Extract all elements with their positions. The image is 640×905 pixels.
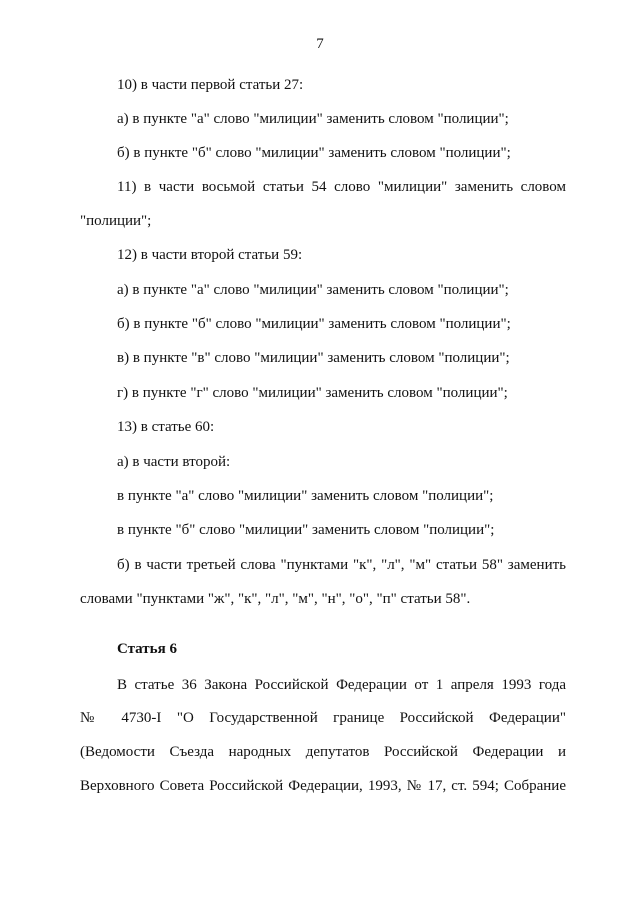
text-line: 10) в части первой статьи 27:: [117, 77, 304, 93]
text-line: (Ведомости Съезда народных депутатов Российской Федерации и: [80, 744, 566, 760]
text-line: в) в пункте "в" слово "милиции" заменить словом "полиции";: [117, 350, 510, 366]
text-line: "полиции";: [80, 213, 152, 229]
text-line: 13) в статье 60:: [117, 419, 215, 435]
text-line: б) в части третьей слова "пунктами "к", "л", "м" статьи 58" заменить: [117, 557, 566, 573]
text-line: 11) в части восьмой статьи 54 слово "милиции" заменить словом: [117, 179, 566, 195]
text-line: г) в пункте "г" слово "милиции" заменить словом "полиции";: [117, 385, 508, 401]
text-line: а) в части второй:: [117, 454, 231, 470]
text-line: словами "пунктами "ж", "к", "л", "м", "н", "о", "п" статьи 58".: [80, 591, 471, 607]
text-line: В статье 36 Закона Российской Федерации от 1 апреля 1993 года: [117, 677, 566, 693]
text-line: в пункте "б" слово "милиции" заменить словом "полиции";: [117, 522, 495, 538]
text-line: 12) в части второй статьи 59:: [117, 247, 303, 263]
text-line: б) в пункте "б" слово "милиции" заменить словом "полиции";: [117, 145, 511, 161]
text-line: б) в пункте "б" слово "милиции" заменить словом "полиции";: [117, 316, 511, 332]
page-number: 7: [316, 36, 324, 52]
text-line: а) в пункте "а" слово "милиции" заменить словом "полиции";: [117, 111, 509, 127]
section-heading: Статья 6: [117, 641, 177, 657]
text-line: № 4730-I "О Государственной границе Российской Федерации": [80, 710, 566, 726]
text-line: в пункте "а" слово "милиции" заменить словом "полиции";: [117, 488, 494, 504]
text-line: Верховного Совета Российской Федерации, 1993, № 17, ст. 594; Собрание: [80, 778, 566, 794]
text-line: а) в пункте "а" слово "милиции" заменить словом "полиции";: [117, 282, 509, 298]
